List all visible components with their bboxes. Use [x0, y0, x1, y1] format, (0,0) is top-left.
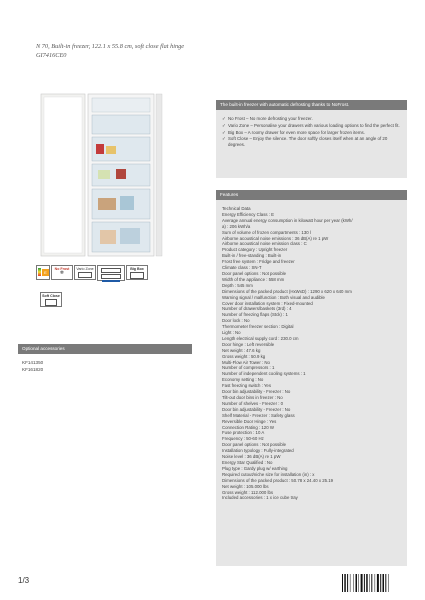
feature-line: Number of shelves - Freezer : 0 [222, 400, 284, 406]
feature-line: Door panel options : Not possible [222, 442, 286, 448]
no-frost-label: No Frost [54, 267, 70, 271]
product-model: GI7416CE0 [36, 52, 67, 59]
barcode-bar [366, 574, 368, 592]
feature-line: Net weight : 105.000 lbs [222, 483, 269, 489]
feature-line: Shelf Material - Freezer : Safety glass [222, 412, 295, 418]
check-icon: ✓ [222, 122, 226, 128]
feature-line: Multi-Flow Air Tower : No [222, 359, 270, 365]
barcode-bar [370, 574, 371, 592]
barcode-bar [347, 574, 348, 592]
barcode-bar [385, 574, 386, 592]
energy-class-letter: E [42, 269, 49, 276]
feature-line: Width of the appliance : 558 mm [222, 276, 285, 282]
feature-line: Fast freezing switch : Yes [222, 383, 272, 389]
feature-line: Door panel options : Not possible [222, 270, 286, 276]
list-item: KF161820 [22, 367, 44, 372]
feature-line: Gross weight : 50.9 kg [222, 353, 266, 359]
feature-line: Gross weight : 112.000 lbs [222, 489, 274, 495]
energy-class-badge [36, 265, 50, 280]
list-item: ✓ Vario Zone – Personalise your drawers with various loading options to find the perfect fit. [222, 122, 400, 128]
barcode-bar [350, 574, 351, 592]
optional-accessories-heading: Optional accessories [18, 344, 192, 354]
feature-line: Length electrical supply cord : 230.0 cm [222, 335, 299, 341]
feature-line: Airborne acoustical noise emissions : 36 dB(A) re 1 pW [222, 235, 329, 241]
feature-line: Number of freezing flaps (Stck) : 1 [222, 312, 288, 318]
barcode-bar [358, 574, 359, 592]
feature-line: Frost free system : Fridge and freezer [222, 259, 295, 265]
check-icon: ✓ [222, 116, 226, 121]
feature-line: Noise level : 36 dB(A) re 1 pW [222, 454, 281, 460]
vario-zone-icon [74, 265, 96, 280]
feature-line: Net weight : 47.6 kg [222, 347, 261, 353]
no-frost-icon: No Frost ❄ [51, 265, 73, 280]
vario-zone-label: Vario Zone [76, 267, 94, 271]
feature-line: Door hinge : Left reversible [222, 341, 275, 347]
barcode-bar [375, 574, 376, 592]
barcode-bar [388, 574, 389, 592]
feature-line: Frequency : 50-60 Hz [222, 436, 264, 442]
optional-accessories-list [22, 359, 43, 373]
barcode-bar [383, 574, 385, 592]
barcode-bar [380, 574, 381, 592]
feature-line: Economy setting : No [222, 377, 264, 383]
feature-line: Depth : 545 mm [222, 282, 253, 288]
big-box-icon [126, 265, 148, 280]
feature-line: Thermometer freezer section : Digital [222, 324, 294, 330]
list-item: KF141350 [22, 360, 44, 365]
feature-line: Light : No [222, 330, 241, 336]
feature-line: Door bin adjustability - Freezer : No [222, 389, 291, 395]
feature-line: Cover door installation system : Fixed-mounted [222, 300, 313, 306]
feature-line: Dimensions of the packed product (HxWxD) : 1290 x 620 x 640 mm [222, 288, 352, 294]
check-icon: ✓ [222, 129, 226, 135]
feature-line: Product category : Upright freezer [222, 247, 288, 253]
feature-line: Dimensions of the packed product : 50.78 x 24.40 x 25.19 [222, 477, 334, 483]
barcode-bar [356, 574, 358, 592]
highlights-panel [216, 110, 407, 178]
feature-line: Reversible Door Hinge : Yes [222, 418, 277, 424]
soft-close-icon [40, 292, 62, 307]
feature-line: Airborne acoustical noise emission class : C [222, 241, 307, 247]
page-title [36, 42, 266, 60]
feature-line: Number of independent cooling systems : 1 [222, 371, 306, 377]
barcode-bar [377, 574, 379, 592]
product-name: N 70, Built-in freezer, 122.1 x 55.8 cm, soft close flat hinge [36, 43, 185, 50]
feature-line: Tilt-out door bins in freezer : No [222, 395, 283, 400]
features-heading: Features [216, 190, 407, 200]
barcode-bar [361, 574, 363, 592]
feature-line: Average annual energy consumption in kilowatt hour per year (kWh/ [222, 217, 353, 223]
barcode-bar [344, 574, 346, 592]
feature-line: Fuse protection : 10 A [222, 430, 265, 436]
feature-line: Connection Rating : 120 W [222, 424, 274, 430]
feature-line: Door lock : No [222, 318, 250, 324]
barcode-bar [353, 574, 354, 592]
feature-line: Energy Efficiency Class : E [222, 211, 275, 217]
list-item: ✓ Big Box – A roomy drawer for even more space for larger frozen items. [222, 129, 365, 135]
list-item: ✓ No Frost – No more defrosting your freezer. [222, 116, 313, 121]
barcode-bar [364, 574, 365, 592]
feature-line: Number of compressors : 1 [222, 365, 275, 371]
feature-line: Number of drawers/baskets (3rd) : 4 [222, 306, 292, 312]
feature-line: Warning signal / malfunction : Both visual and audible [222, 294, 325, 300]
feature-line: Installation typology : Fully-integrated [222, 448, 294, 454]
barcode-bar [342, 574, 343, 592]
feature-line: Climate class : SN-T [222, 265, 262, 271]
feature-line: a) : 206 kWh/a [222, 223, 251, 229]
feature-line: Sum of volume of frozen compartments : 130 l [222, 229, 311, 235]
feature-line: Door bin adjustability - Freezer : No [222, 406, 291, 412]
feature-line: Plug type : Gardy plug w/ earthing [222, 465, 288, 471]
big-box-label: Big Box [130, 267, 144, 271]
feature-line: Technical Data [222, 206, 251, 211]
check-icon: ✓ [222, 136, 226, 142]
product-image [36, 88, 210, 258]
list-item: ✓ Soft Close – Enjoy the silence. The door softly closes itself when at an angle of 20 degrees. [222, 136, 388, 147]
feature-line: Built-in / free-standing : Built-in [222, 253, 282, 259]
features-panel [216, 200, 407, 566]
feature-line: Required cutout/niche size for installation (in) : x [222, 471, 315, 477]
feature-icons [36, 264, 176, 312]
barcode [342, 574, 402, 592]
soft-close-label: Soft Close [42, 294, 60, 298]
feature-line: Included accessories : 1 x ice cube tray [222, 495, 298, 501]
highlights-heading: The built-in freezer with automatic defrosting thanks to NoFrost. [216, 100, 407, 110]
drawer-system-icon [97, 265, 125, 281]
feature-line: Energy Star Qualified : No [222, 459, 273, 465]
barcode-bar [371, 574, 372, 592]
page-number: 1/3 [18, 576, 30, 585]
